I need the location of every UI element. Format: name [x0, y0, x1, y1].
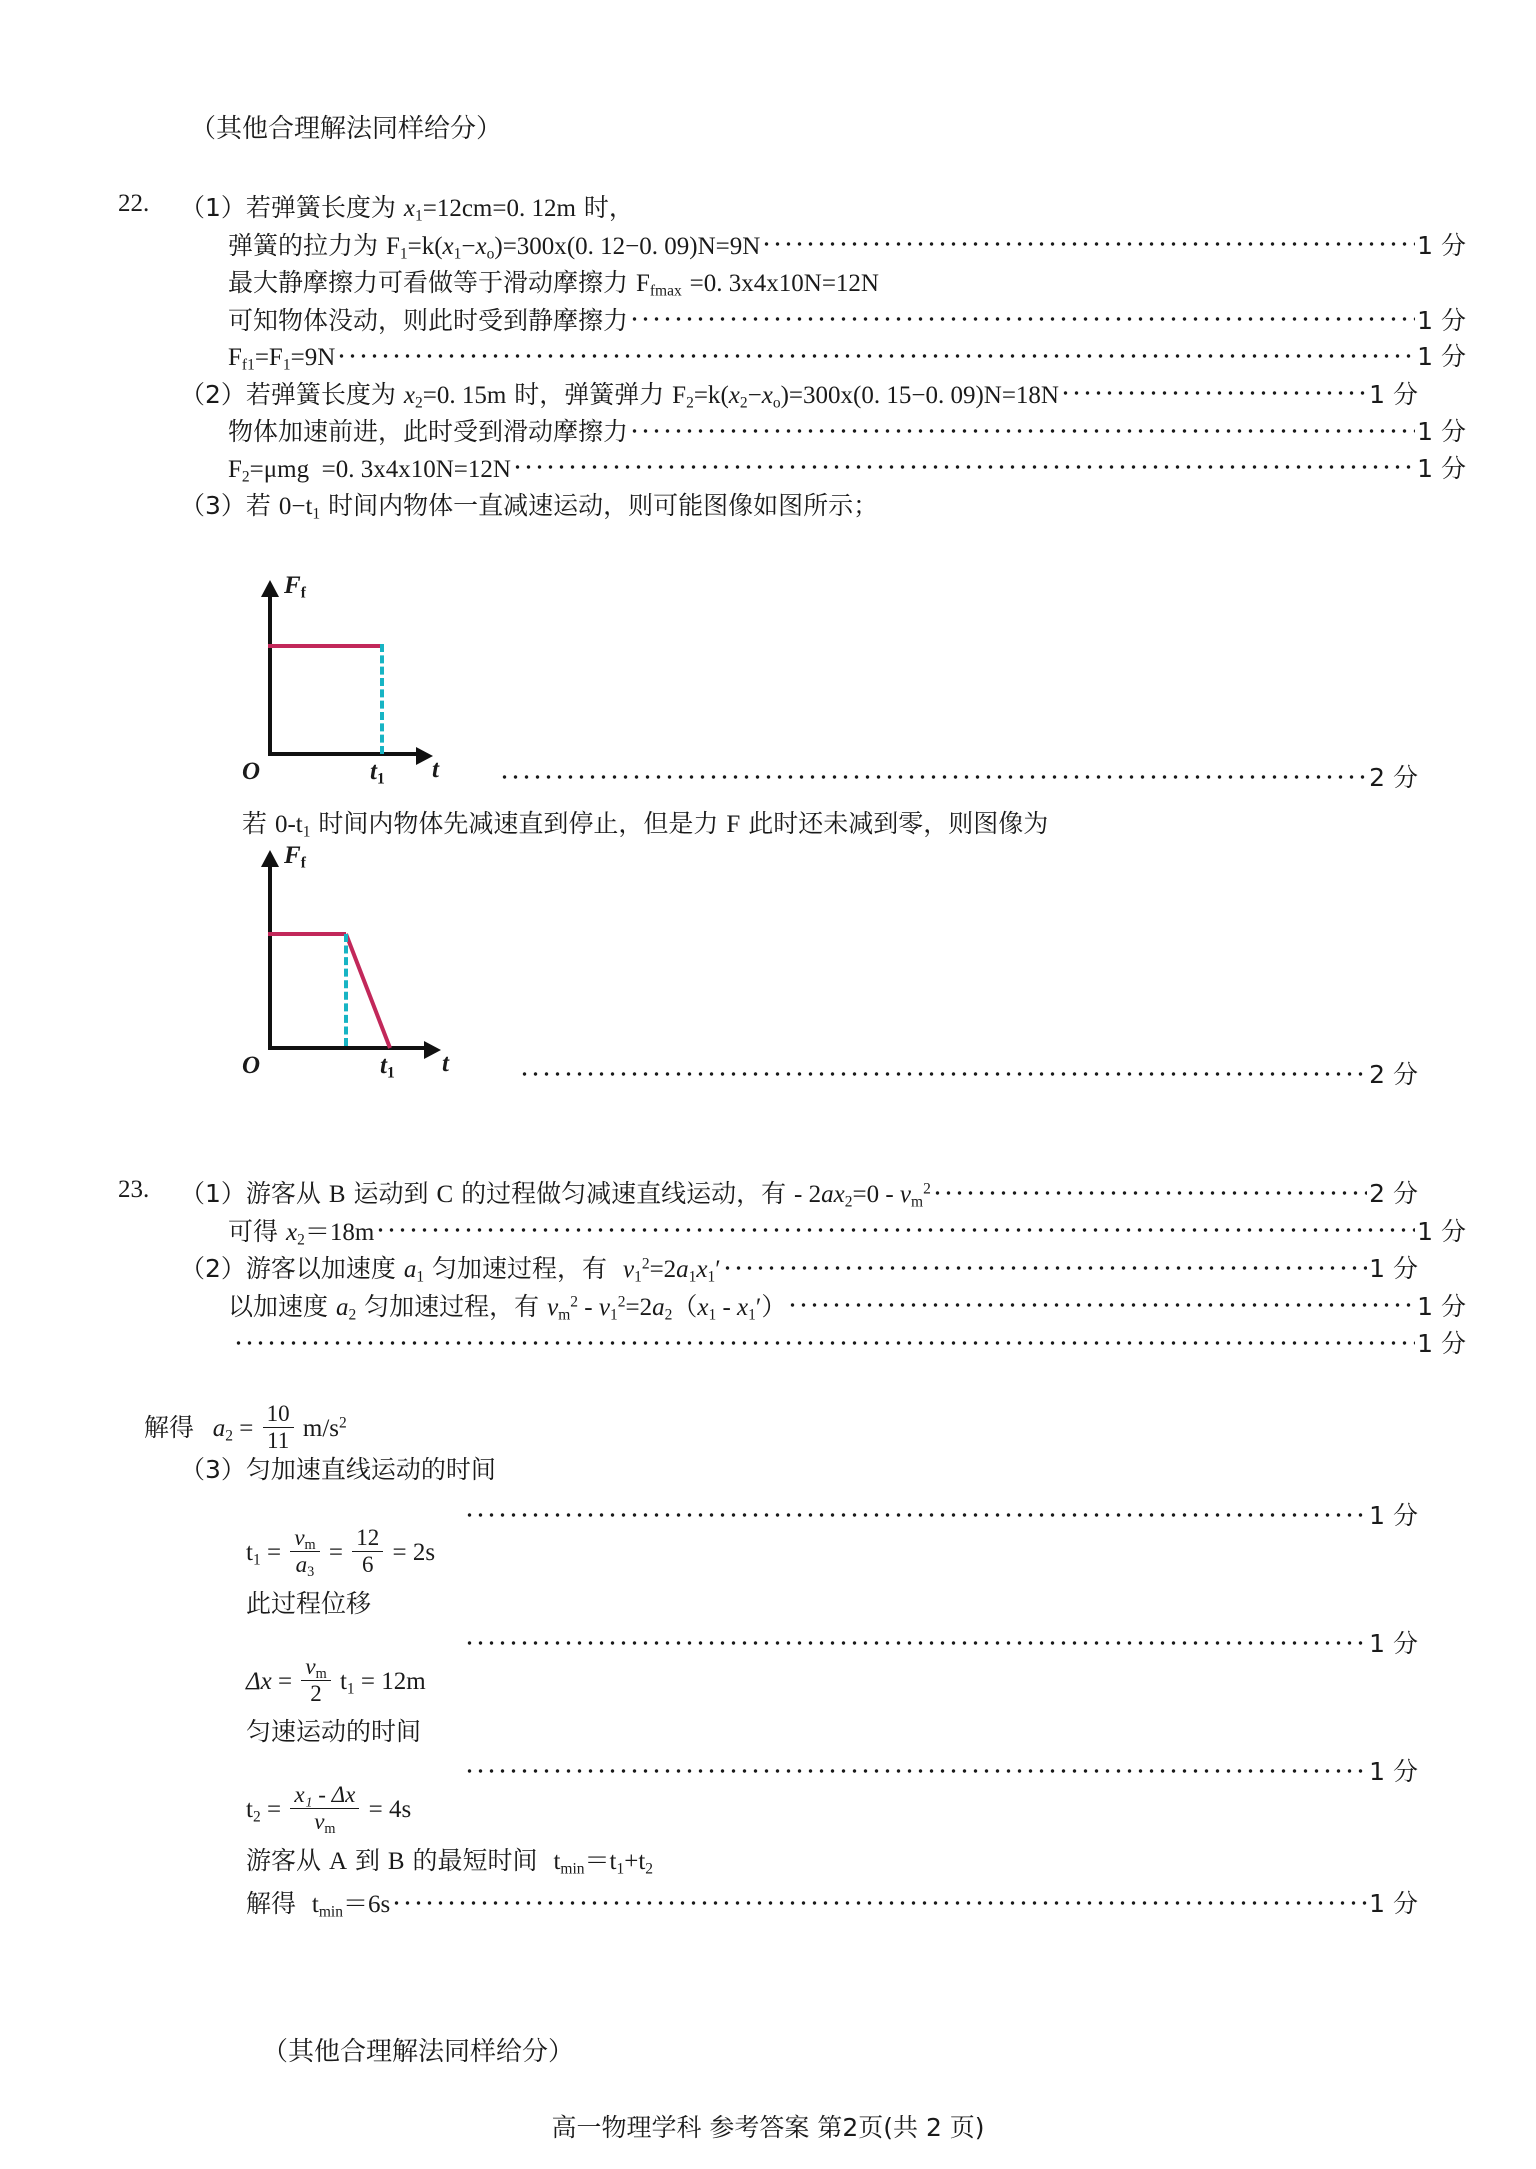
p22-graph2-score-row: [118, 1057, 1418, 1095]
p22-part3-label: （3）: [180, 491, 246, 520]
p23-part3-final-text: 解得 $t_{min}=6s$: [246, 1889, 391, 1921]
p22-graph2-score: 2 分: [1369, 1060, 1418, 1089]
graph-1-tick-label-t1: $t_1$: [370, 758, 385, 788]
p23-eq1-result: = 2s: [392, 1538, 436, 1566]
graph-2-x-axis-label: t: [442, 1050, 449, 1077]
p23-part1-line2: 可得 $x_2=18m$: [228, 1216, 375, 1248]
p23-part3-heading2: 此过程位移: [246, 1589, 372, 1618]
p22-part1-line3-row: [180, 265, 1466, 303]
bottom-note: （其他合理解法同样给分）: [262, 2037, 575, 2067]
graph-2-dashed-guide: [344, 934, 348, 1046]
leader-dots: [336, 340, 1415, 365]
p23-eq3-equals: =: [266, 1795, 282, 1823]
p23-part2-line1: 游客以加速度 $a_1$ 匀加速过程，有 $v_1^2=2a_1x_1'$: [245, 1254, 721, 1286]
p23-part3-eq-t2: [246, 1782, 411, 1835]
spacer: [118, 1058, 518, 1095]
p23-eq1-fraction-1: [290, 1525, 319, 1578]
p23-eq1-f1-denominator: $a_3$: [290, 1551, 319, 1578]
p23-eq1-equals-2: =: [328, 1538, 343, 1566]
problem-22-number: 22.: [118, 190, 150, 217]
p22-part1-line2-row: [180, 228, 1466, 266]
p22-part1-line4-score: 1 分: [1417, 305, 1466, 335]
p23-part3-heading3-row: [246, 1714, 1426, 1751]
p23-eq3-denominator: $v_m$: [290, 1808, 359, 1835]
p23-solve-unit: $m/s^2$: [302, 1414, 347, 1442]
p23-solve-fraction: [263, 1401, 294, 1454]
p23-eq1-equals-1: =: [266, 1538, 282, 1566]
p23-part3-heading3: 匀速运动的时间: [246, 1717, 422, 1746]
p22-part3-line2-row: [242, 806, 1422, 844]
p23-part3-final-score: 1 分: [1369, 1889, 1418, 1918]
p23-part3-label-row: [180, 1452, 1420, 1489]
p23-eq1-lhs: $t_1$: [246, 1538, 261, 1569]
p23-part3-row1-score: 1 分: [1369, 1501, 1418, 1530]
p23-eq2-lhs: Δx: [246, 1667, 272, 1695]
graph-2-friction-vs-time: [242, 842, 476, 1082]
p23-part1-label: （1）: [180, 1179, 246, 1208]
leader-dots: [629, 304, 1415, 329]
p23-part2-solve-row: [144, 1401, 347, 1454]
graph-1-y-axis-arrow: [261, 580, 279, 597]
p22-part2-line2-score: 1 分: [1417, 417, 1466, 446]
p23-eq3-numerator: x₁ - Δx: [294, 1782, 356, 1807]
leader-dots: [499, 761, 1367, 786]
leader-dots: [464, 1627, 1367, 1652]
leader-dots: [932, 1177, 1367, 1202]
p23-part3-eq-delta-x: [246, 1654, 426, 1707]
p22-part2-line2-row: [180, 414, 1466, 451]
p22-part2-line3-row: [180, 451, 1466, 489]
p23-part3-heading2-row: [246, 1586, 1426, 1623]
p23-part3-heading: 匀加速直线运动的时间: [245, 1455, 496, 1484]
leader-dots: [629, 415, 1415, 440]
leader-dots: [464, 1755, 1367, 1780]
p23-part1-line1: 游客从 B 运动到 C 的过程做匀减速直线运动，有 - $2ax_2=0 - v_m^2$: [245, 1179, 931, 1211]
p23-eq3-result: = 4s: [368, 1795, 412, 1823]
p23-eq2-result: = 12m: [360, 1667, 426, 1695]
p23-part3-row2-score: 1 分: [1369, 1629, 1418, 1658]
p23-part1-line1-score: 2 分: [1369, 1179, 1418, 1208]
p22-part1-label: （1）: [180, 193, 246, 222]
p22-part3-line2: 若 $0-t_1$ 时间内物体先减速直到停止，但是力 F 此时还未减到零，则图像为: [242, 809, 1049, 841]
p23-part2-label: （2）: [180, 1254, 246, 1283]
p22-part1-line5: $F_{f1}=F_1=9N$: [228, 344, 336, 374]
graph-1-origin-label: O: [242, 758, 261, 785]
graph-1-dashed-guide-t1: [380, 644, 384, 754]
p23-eq2-numerator: $v_m$: [305, 1654, 327, 1682]
problem-23-number: 23.: [118, 1176, 150, 1203]
p22-part1-line1: 若弹簧长度为 $x_1=12cm=0$. 12m 时，: [245, 193, 634, 225]
leader-dots: [761, 229, 1415, 254]
p23-eq1-fraction-2: [352, 1525, 383, 1578]
p23-part2-line2-row: [180, 1289, 1466, 1327]
p22-part1-line2: 弹簧的拉力为 $F_1=k(x_1-x_o)=300x(0$. 12−0. 09)N=9N: [228, 230, 761, 262]
graph-1-constant-friction-segment: [268, 644, 382, 648]
p23-eq2-tail: $t_1$: [339, 1667, 355, 1698]
p23-part1-line2-score: 1 分: [1417, 1216, 1466, 1246]
p23-part2-line3-score: 1 分: [1417, 1329, 1466, 1358]
p22-part2-line3: $F_2=\mu mg =0$. 3x4x10N=12N: [228, 455, 511, 485]
p22-graph1-score-row: [118, 760, 1418, 798]
graph-2-origin-label: O: [242, 1052, 261, 1079]
p22-part1-line1-row: [180, 190, 1418, 228]
leader-dots: [391, 1887, 1367, 1912]
graph-2-y-axis-label: $F_f$: [284, 842, 306, 872]
p23-part3-min-time: 游客从 A 到 B 的最短时间 $t_{min}=t_1+t_2$: [246, 1846, 654, 1878]
p22-part1-line2-score: 1 分: [1417, 230, 1466, 260]
p22-part2-line3-score: 1 分: [1417, 453, 1466, 483]
p23-part3-row3-score: 1 分: [1369, 1757, 1418, 1786]
p22-part1-line5-row: [180, 339, 1466, 377]
p23-part1-line1-row: [180, 1176, 1418, 1214]
p23-part3-min-time-row: [246, 1843, 1426, 1881]
p23-part2-line1-score: 1 分: [1369, 1254, 1418, 1283]
graph-1-friction-vs-time: [242, 572, 461, 788]
leader-dots: [787, 1290, 1415, 1315]
graph-1-y-axis-label: $F_f$: [284, 572, 306, 602]
p22-part3-line1-row: [180, 488, 1418, 526]
p23-part2-line2-score: 1 分: [1417, 1291, 1466, 1321]
p23-eq3-lhs: $t_2$: [246, 1795, 261, 1826]
page-footer: 高一物理学科 参考答案 第2页(共 2 页): [551, 2113, 985, 2142]
p22-part1-line4-row: [180, 303, 1466, 340]
graph-1-x-axis: [268, 752, 418, 756]
leader-dots: [1060, 378, 1367, 403]
problem-23: [118, 1176, 1466, 1364]
p23-part2-line2: 以加速度 $a_2$ 匀加速过程，有 $v_m^2 - v_1^2=2a_2(x_1 - x_1')$: [228, 1291, 787, 1323]
p23-solve-variable: $a_2$: [212, 1414, 234, 1445]
leader-dots: [722, 1252, 1367, 1277]
p22-part1-line4: 可知物体没动，则此时受到静摩擦力: [228, 305, 629, 335]
graph-2-tick-label-t1: $t_1$: [380, 1052, 395, 1082]
p23-eq2-fraction: [301, 1654, 330, 1707]
p22-part1-line5-score: 1 分: [1417, 342, 1466, 371]
leader-dots: [512, 452, 1415, 477]
leader-dots: [375, 1215, 1415, 1240]
graph-1-y-axis: [268, 594, 272, 756]
p23-part3-eq-t1: [246, 1525, 435, 1578]
problem-22: [118, 190, 1466, 526]
p23-eq3-fraction: [290, 1782, 359, 1835]
graph-1-x-axis-label: t: [432, 756, 439, 783]
top-note: （其他合理解法同样给分）: [190, 114, 503, 144]
p22-part3-line1: 若 $0-t_1$ 时间内物体一直减速运动，则可能图像如图所示；: [245, 491, 879, 523]
p23-eq2-denominator: 2: [301, 1680, 330, 1707]
p22-part2-label: （2）: [180, 379, 246, 409]
p23-part1-line2-row: [180, 1214, 1466, 1252]
p23-eq1-f2-denominator: 6: [352, 1551, 383, 1578]
p22-part2-line2: 物体加速前进，此时受到滑动摩擦力: [228, 417, 629, 446]
p23-solve-label: 解得: [144, 1412, 195, 1442]
p22-part2-line1-score: 1 分: [1369, 379, 1418, 409]
p23-eq2-equals: =: [278, 1667, 293, 1695]
p23-part2-line1-row: [180, 1251, 1418, 1289]
p23-solve-numerator: 10: [266, 1401, 290, 1426]
spacer: [228, 1327, 232, 1364]
p22-part1-line3: 最大静摩擦力可看做等于滑动摩擦力 $F_{fmax} =0$. 3x4x10N=12N: [228, 268, 879, 300]
spacer: [118, 761, 498, 798]
p23-part3-label: （3）: [180, 1455, 246, 1484]
p23-eq1-f1-numerator: $v_m$: [294, 1525, 316, 1553]
p22-part2-line1-row: [180, 377, 1418, 415]
p23-solve-equals: =: [239, 1414, 254, 1442]
p22-graph1-score: 2 分: [1369, 763, 1418, 792]
p23-eq1-f2-numerator: 12: [356, 1525, 380, 1550]
graph-2-decreasing-friction-segment: [246, 848, 476, 1063]
p23-solve-denominator: 11: [263, 1427, 294, 1454]
leader-dots: [464, 1499, 1367, 1524]
p23-part2-line3-row: [180, 1326, 1466, 1364]
leader-dots: [233, 1327, 1415, 1352]
leader-dots: [519, 1058, 1367, 1083]
p22-part2-line1: 若弹簧长度为 $x_2=0$. 15m 时，弹簧弹力 $F_2=k(x_2-x_o)=300x(0$. 15−0. 09)N=18N: [245, 379, 1059, 411]
p23-part3-final-row: [246, 1886, 1418, 1924]
